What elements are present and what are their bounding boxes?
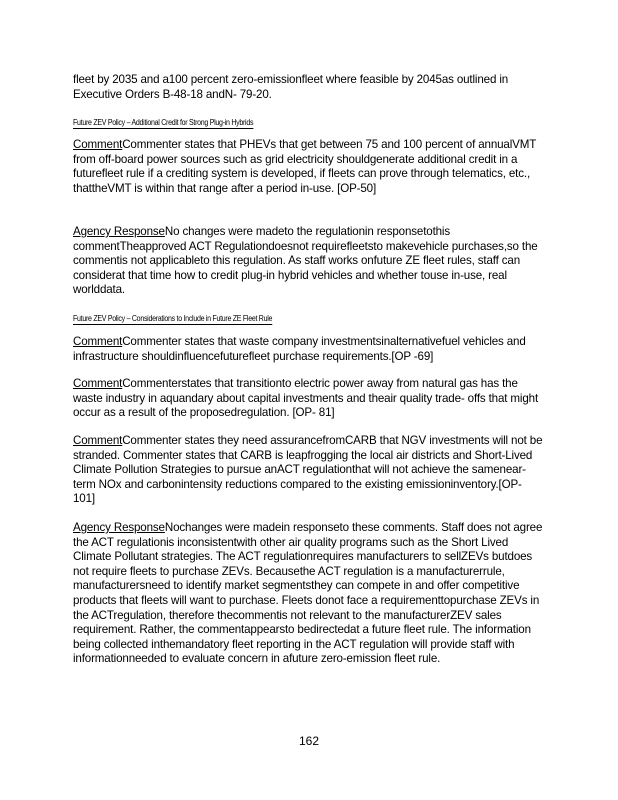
comment-paragraph-op-81 <box>73 377 545 421</box>
comment-paragraph-op-101 <box>73 434 545 507</box>
page-number: 162 <box>298 734 320 748</box>
comment-label: Comment <box>73 434 123 447</box>
comment-label: Comment <box>73 138 123 151</box>
comment-text: Commenter states that waste company investmentsinalternativefuel vehicles and infrastructure shouldinfluencefuturefleet purchase requirements.[OP -69] <box>73 335 526 363</box>
agency-response-text: Nochanges were madein responseto these comments. Staff does not agree the ACT regulationis inconsistentwith other air quality programs such as the Short Lived Climate Pollutant strategies. The ACT regulationrequires manufacturers to sellZEVs butdoes not require fleets to purchase ZEVs. Becausethe ACT regulation is a manufacturerrule, manufacturersneed to identify market segmentsthey can compete in and offer competitive products that fleets will want to purchase. Fleets donot face a requirementtopurchase ZEVs in the ACTregulation, therefore thecommentis not relevant to the manufacturerZEV sales requirement. Rather, the commentappearsto bedirectedat a future fleet rule. The information being collected inthemandatory fleet reporting in the ACT regulation will provide staff with informationneeded to evaluate concern in afuture zero-emission fleet rule. <box>73 521 543 666</box>
comment-paragraph-op-50 <box>73 138 545 196</box>
agency-response-paragraph-1 <box>73 225 545 298</box>
comment-text: Commenterstates that transitionto electric power away from natural gas has the waste industry in aquandary about capital investments and theair quality trade- offs that might occur as a result of the proposedregulation. [OP- 81] <box>73 377 539 420</box>
intro-paragraph: fleet by 2035 and a100 percent zero-emissionfleet where feasible by 2045as outlined in Executive Orders B-48-18 andN- 79-20. <box>73 73 509 101</box>
section-heading-strong-plug-in-hybrids: Future ZEV Policy – Additional Credit for Strong Plug-in Hybrids <box>73 117 254 127</box>
agency-response-paragraph-2 <box>73 521 545 667</box>
comment-label: Comment <box>73 377 123 390</box>
comment-text: Commenter states they need assurancefromCARB that NGV investments will not be stranded. Commenter states that CARB is leapfrogging the local air districts and Short-Lived Climate Pollution Strategies to pursue anACT regulationthat will not achieve the samenear- term NOx and carbonintensity reductions compared to the existing emissioninventory.[OP- 101] <box>73 434 543 506</box>
comment-paragraph-op-69 <box>73 335 545 364</box>
agency-response-label: Agency Response <box>73 521 165 534</box>
agency-response-text: No changes were madeto the regulationin responsetothis commentTheapproved ACT Regulationdoesnot requirefleetsto makevehicle purchases,so the commentis not applicableto this regulation. As staff works onfuture ZE fleet rules, staff can considerat that time how to credit plug-in hybrid vehicles and whether touse in-use, real worlddata. <box>73 225 538 297</box>
section-heading-future-ze-fleet-rule: Future ZEV Policy – Considerations to Include in Future ZE Fleet Rule <box>73 313 273 323</box>
comment-label: Comment <box>73 335 123 348</box>
agency-response-label: Agency Response <box>73 225 165 238</box>
comment-text: Commenter states that PHEVs that get between 75 and 100 percent of annualVMT from off-board power sources such as grid electricity shouldgenerate additional credit in a futurefleet rule if a crediting system is developed, if fleets can prove through telematics, etc., thattheVMT is within that range after a period in-use. [OP-50] <box>73 138 536 195</box>
